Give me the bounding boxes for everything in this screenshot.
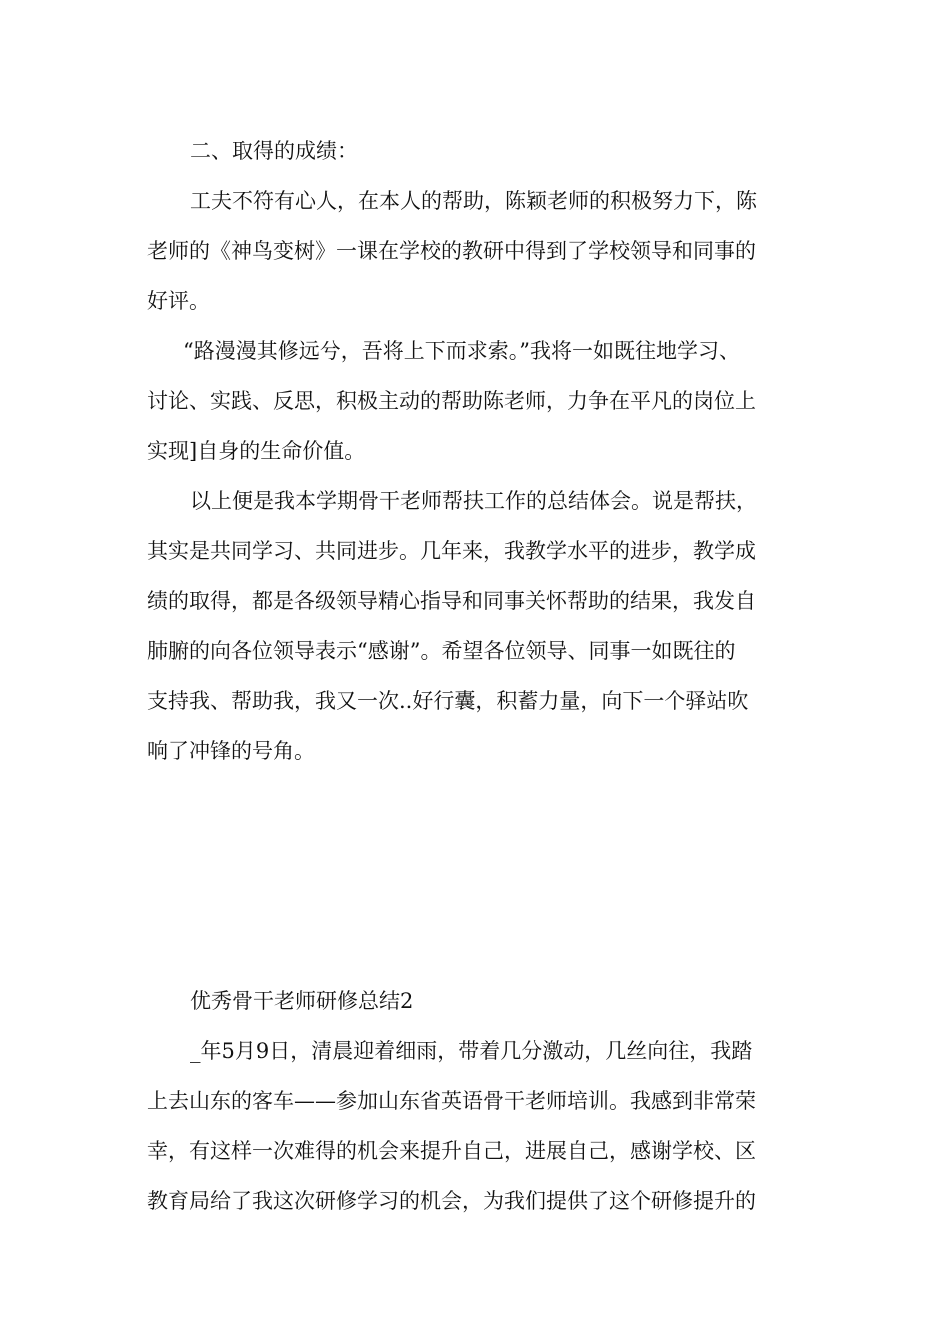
paragraph-line: 上去山东的客车——参加山东省英语骨干老师培训。我感到非常荣 [147, 1089, 756, 1113]
section-heading-achievements: 二、取得的成绩： [190, 139, 358, 163]
paragraph-line: _年5月9日，清晨迎着细雨，带着几分激动，几丝向往，我踏 [190, 1039, 753, 1063]
paragraph-line: 实现]自身的生命价值。 [147, 439, 366, 463]
paragraph-line: 绩的取得，都是各级领导精心指导和同事关怀帮助的结果，我发自 [147, 589, 756, 613]
paragraph-line: 幸，有这样一次难得的机会来提升自己，进展自己，感谢学校、区 [147, 1139, 756, 1163]
paragraph-line: 肺腑的向各位领导表示“感谢”。希望各位领导、同事一如既往的 [147, 639, 736, 663]
paragraph-line: 讨论、实践、反思，积极主动的帮助陈老师，力争在平凡的岗位上 [147, 389, 756, 413]
paragraph-line: 教育局给了我这次研修学习的机会，为我们提供了这个研修提升的 [147, 1189, 756, 1213]
paragraph-line: 以上便是我本学期骨干老师帮扶工作的总结体会。说是帮扶， [190, 489, 757, 513]
document-title: 优秀骨干老师研修总结2 [190, 989, 414, 1013]
paragraph-line: 其实是共同学习、共同进步。几年来，我教学水平的进步，教学成 [147, 539, 756, 563]
paragraph-line: 支持我、帮助我，我又一次..好行囊，积蓄力量，向下一个驿站吹 [147, 689, 749, 713]
paragraph-line: “路漫漫其修远兮，吾将上下而求索。”我将一如既往地学习、 [183, 339, 740, 363]
paragraph-line: 工夫不符有心人，在本人的帮助，陈颖老师的积极努力下，陈 [190, 189, 757, 213]
paragraph-line: 好评。 [147, 289, 210, 313]
paragraph-line: 响了冲锋的号角。 [147, 739, 315, 763]
paragraph-line: 老师的《神鸟变树》一课在学校的教研中得到了学校领导和同事的 [147, 239, 756, 263]
